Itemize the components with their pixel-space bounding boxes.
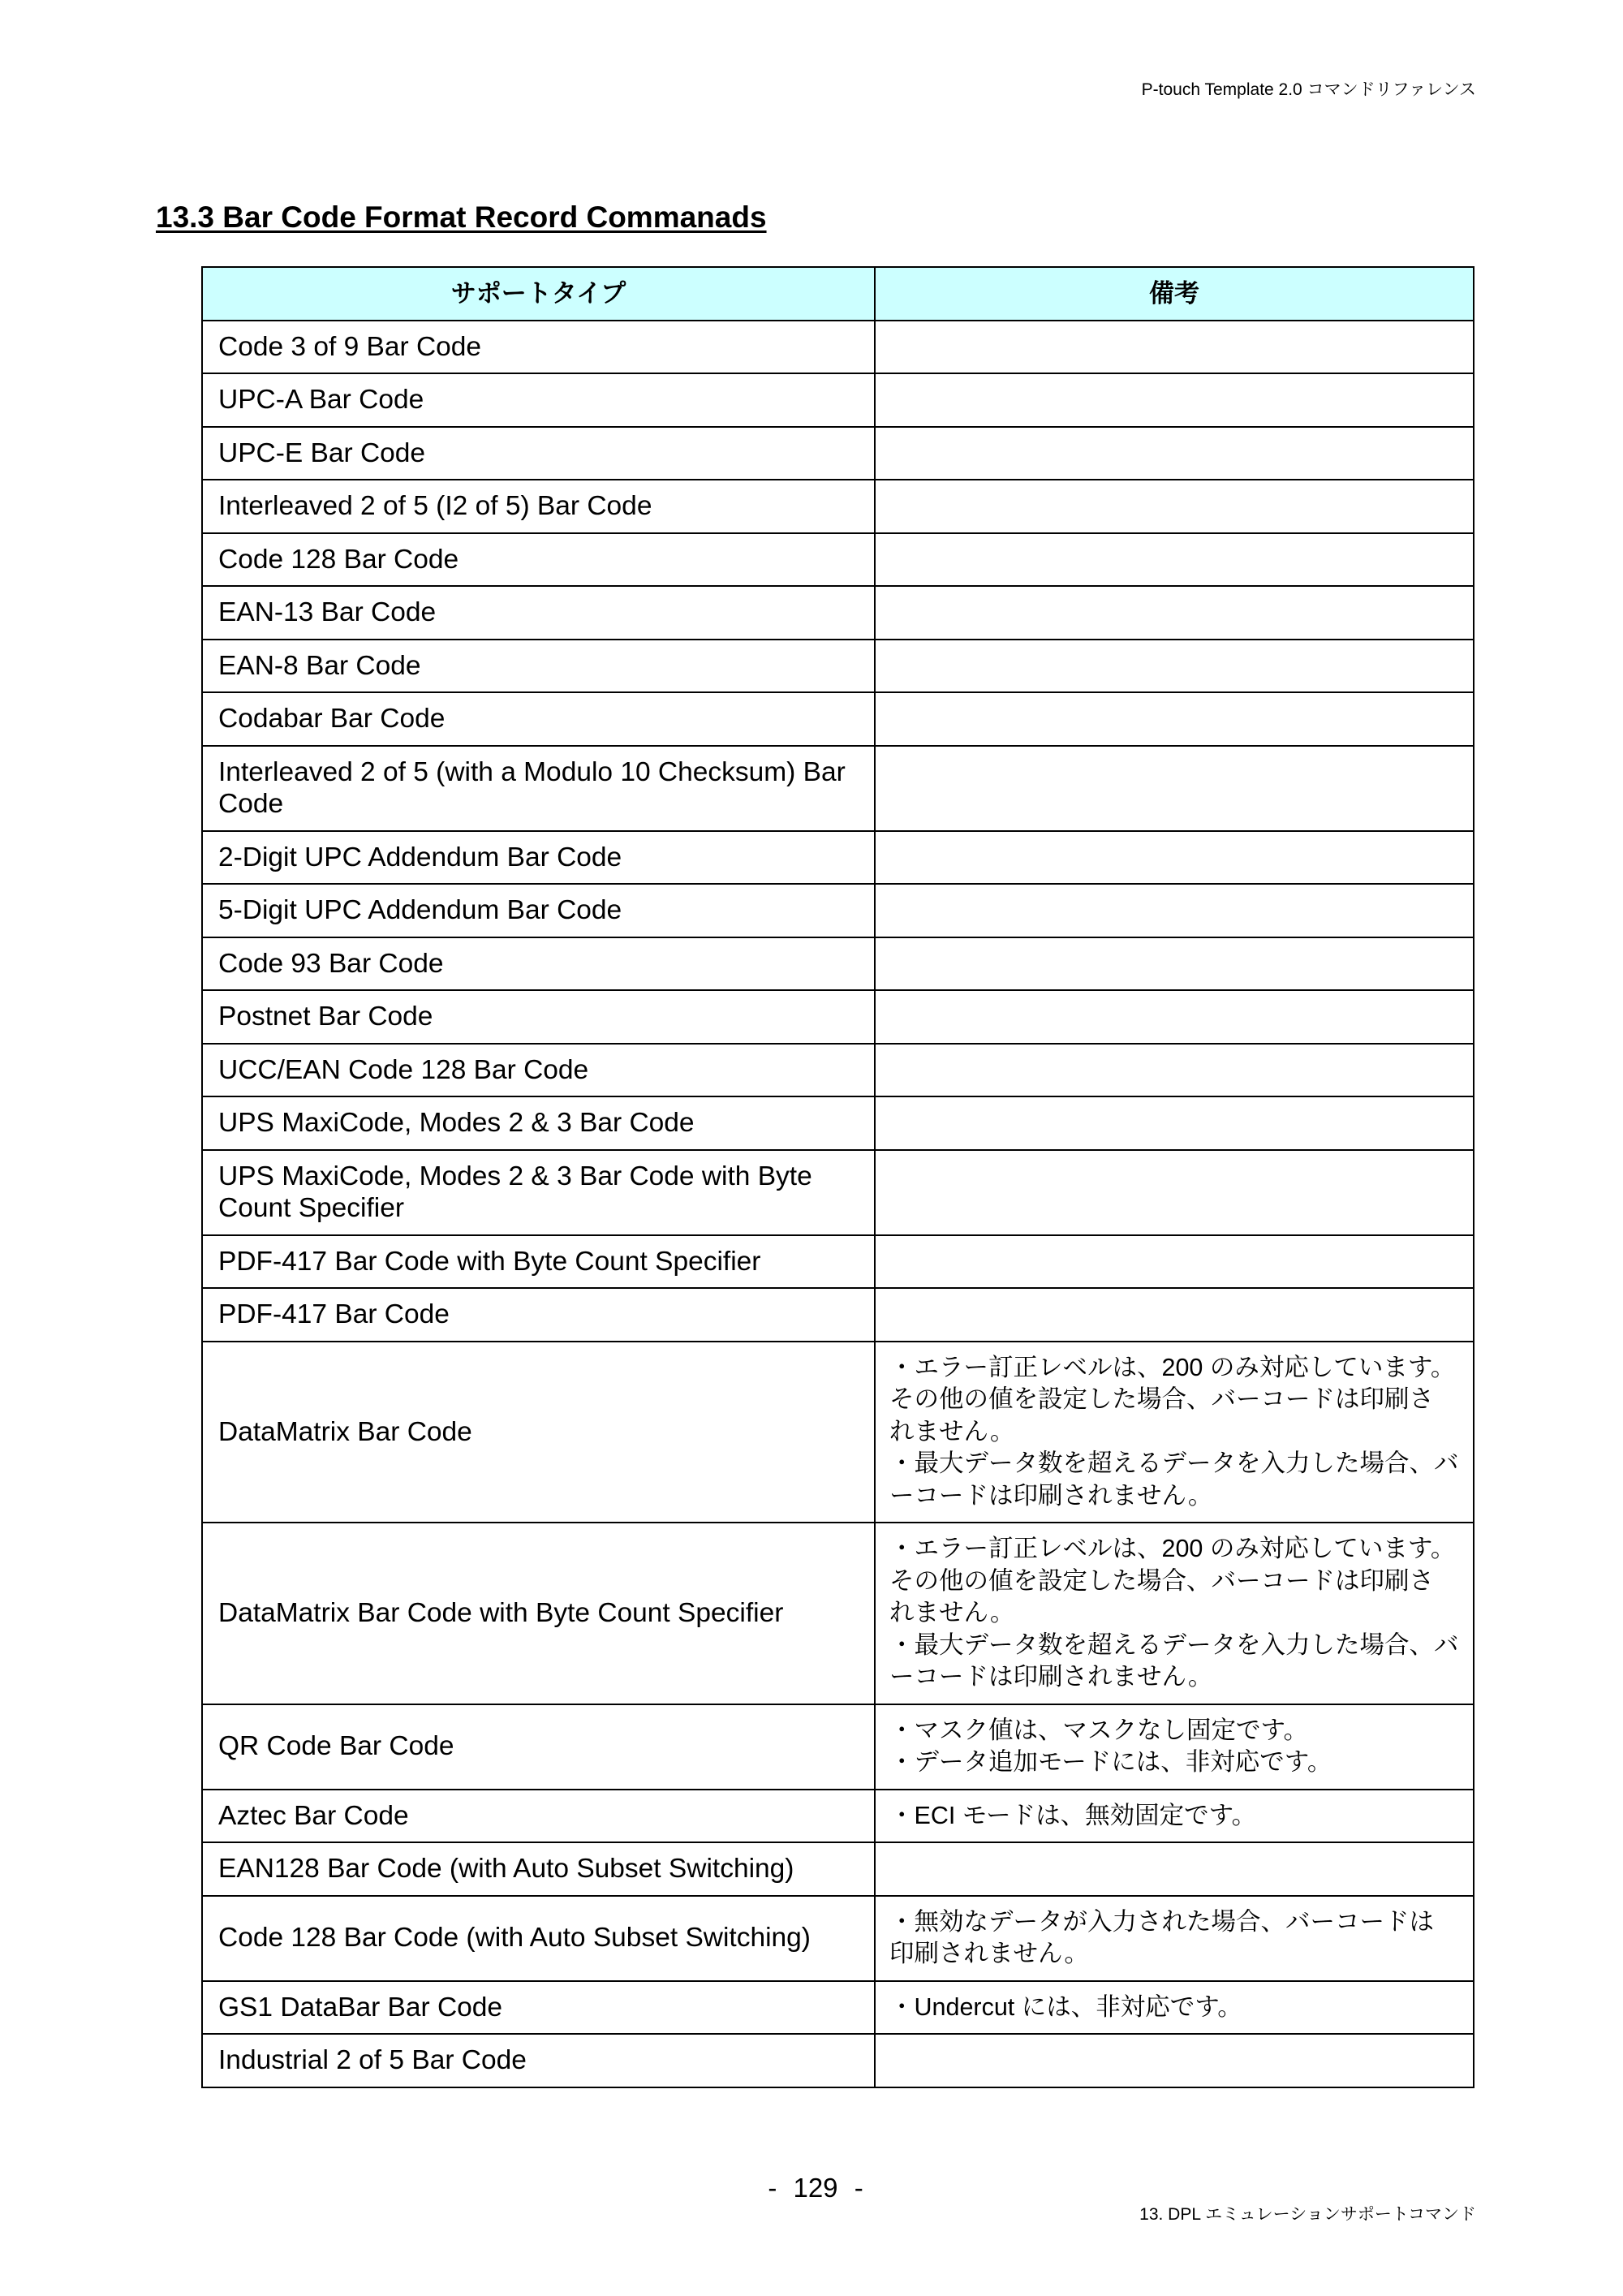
remarks-cell: [875, 1842, 1474, 1896]
remark-line: ・マスク値は、マスクなし固定です。: [889, 1716, 1309, 1744]
remarks-cell: [875, 1096, 1474, 1150]
remarks-cell: [875, 1523, 1474, 1704]
remark-line: ・無効なデータが入力された場合、バーコードは: [889, 1907, 1434, 1936]
remarks-cell: [875, 1896, 1474, 1981]
remark-line: ・データ追加モードには、非対応です。: [889, 1748, 1332, 1776]
table-row: [202, 427, 1474, 480]
remark-line: 印刷されません。: [889, 1940, 1089, 1967]
remarks-cell: [875, 1342, 1474, 1523]
table-row: [202, 321, 1474, 374]
support-type-cell: EAN-8 Bar Code: [202, 640, 875, 693]
table-row: [202, 640, 1474, 693]
remarks-cell: [875, 692, 1474, 746]
support-table: [201, 266, 1474, 2088]
support-type-cell: UPS MaxiCode, Modes 2 & 3 Bar Code with Byte Count Specifier: [202, 1150, 875, 1235]
remarks-cell: [875, 2034, 1474, 2087]
support-type-cell: Interleaved 2 of 5 (with a Modulo 10 Checksum) Bar Code: [202, 746, 875, 831]
support-type-cell: Code 93 Bar Code: [202, 937, 875, 991]
remark-line: ーコードは印刷されません。: [889, 1663, 1213, 1691]
support-type-cell: Aztec Bar Code: [202, 1790, 875, 1843]
remark-line: ・エラー訂正レベルは、200 のみ対応しています。: [889, 1535, 1456, 1562]
table-row: [202, 533, 1474, 587]
remark-line: れません。: [889, 1599, 1015, 1626]
table-row: [202, 1288, 1474, 1342]
support-type-cell: Code 128 Bar Code: [202, 533, 875, 587]
support-type-cell: QR Code Bar Code: [202, 1704, 875, 1790]
remarks-cell: [875, 1704, 1474, 1790]
remark-line: ーコードは印刷されません。: [889, 1481, 1213, 1510]
support-type-cell: Industrial 2 of 5 Bar Code: [202, 2034, 875, 2087]
support-type-cell: EAN128 Bar Code (with Auto Subset Switching): [202, 1842, 875, 1896]
remarks-cell: [875, 427, 1474, 480]
remarks-cell: [875, 373, 1474, 427]
table-head: [202, 267, 1474, 321]
table-body: [202, 321, 1474, 2087]
section-title: 13.3 Bar Code Format Record Commanads: [156, 200, 767, 234]
remarks-cell: [875, 1790, 1474, 1843]
remarks-cell: [875, 1150, 1474, 1235]
remark-line: ・Undercut には、非対応です。: [889, 1992, 1242, 2021]
table-row: [202, 1842, 1474, 1896]
remarks-cell: [875, 746, 1474, 831]
support-type-cell: UPS MaxiCode, Modes 2 & 3 Bar Code: [202, 1096, 875, 1150]
remarks-cell: [875, 533, 1474, 587]
table-row: [202, 1523, 1474, 1704]
remark-line: その他の値を設定した場合、バーコードは印刷さ: [889, 1566, 1434, 1595]
support-type-cell: 5-Digit UPC Addendum Bar Code: [202, 884, 875, 937]
support-type-cell: Code 3 of 9 Bar Code: [202, 321, 875, 374]
remarks-cell: [875, 640, 1474, 693]
remarks-cell: [875, 1235, 1474, 1289]
support-type-cell: Codabar Bar Code: [202, 692, 875, 746]
table-row: [202, 1044, 1474, 1097]
remarks-cell: [875, 586, 1474, 640]
support-type-cell: UCC/EAN Code 128 Bar Code: [202, 1044, 875, 1097]
support-type-cell: UPC-E Bar Code: [202, 427, 875, 480]
running-footer: 13. DPL エミュレーションサポートコマンド: [1139, 2205, 1476, 2224]
remark-line: れません。: [889, 1417, 1015, 1445]
table-row: [202, 1981, 1474, 2035]
support-type-cell: PDF-417 Bar Code with Byte Count Specifier: [202, 1235, 875, 1289]
support-type-cell: EAN-13 Bar Code: [202, 586, 875, 640]
table-row: [202, 2034, 1474, 2087]
remarks-cell: [875, 831, 1474, 885]
table-row: [202, 1096, 1474, 1150]
running-header: P-touch Template 2.0 コマンドリファレンス: [1141, 80, 1476, 99]
table-row: [202, 831, 1474, 885]
table-row: [202, 373, 1474, 427]
column-header-support-type: サポートタイプ: [202, 267, 875, 321]
support-type-cell: Interleaved 2 of 5 (I2 of 5) Bar Code: [202, 480, 875, 533]
column-header-remarks: 備考: [875, 267, 1474, 321]
table-row: [202, 1896, 1474, 1981]
table-row: [202, 586, 1474, 640]
remark-line: その他の値を設定した場合、バーコードは印刷さ: [889, 1385, 1434, 1413]
support-type-cell: UPC-A Bar Code: [202, 373, 875, 427]
remarks-cell: [875, 1981, 1474, 2035]
remark-line: ・ECI モードは、無効固定です。: [889, 1801, 1257, 1829]
table-row: [202, 884, 1474, 937]
table-row: [202, 1150, 1474, 1235]
remark-line: ・エラー訂正レベルは、200 のみ対応しています。: [889, 1353, 1456, 1381]
remarks-cell: [875, 1044, 1474, 1097]
page-number: - 129 -: [768, 2173, 863, 2203]
support-type-cell: PDF-417 Bar Code: [202, 1288, 875, 1342]
table-row: [202, 1342, 1474, 1523]
table-row: [202, 1790, 1474, 1843]
remarks-cell: [875, 1288, 1474, 1342]
remarks-cell: [875, 321, 1474, 374]
table-row: [202, 746, 1474, 831]
remarks-cell: [875, 884, 1474, 937]
support-type-cell: Postnet Bar Code: [202, 990, 875, 1044]
support-type-cell: 2-Digit UPC Addendum Bar Code: [202, 831, 875, 885]
remark-line: ・最大データ数を超えるデータを入力した場合、バ: [889, 1450, 1459, 1477]
support-type-cell: DataMatrix Bar Code: [202, 1342, 875, 1523]
remarks-cell: [875, 937, 1474, 991]
table-row: [202, 692, 1474, 746]
table-header-row: [202, 267, 1474, 321]
remarks-cell: [875, 480, 1474, 533]
remarks-cell: [875, 990, 1474, 1044]
table-row: [202, 937, 1474, 991]
table-row: [202, 1704, 1474, 1790]
table-row: [202, 990, 1474, 1044]
support-type-cell: GS1 DataBar Bar Code: [202, 1981, 875, 2035]
remark-line: ・最大データ数を超えるデータを入力した場合、バ: [889, 1630, 1459, 1659]
support-type-cell: DataMatrix Bar Code with Byte Count Specifier: [202, 1523, 875, 1704]
table-row: [202, 480, 1474, 533]
support-type-cell: Code 128 Bar Code (with Auto Subset Switching): [202, 1896, 875, 1981]
table-row: [202, 1235, 1474, 1289]
